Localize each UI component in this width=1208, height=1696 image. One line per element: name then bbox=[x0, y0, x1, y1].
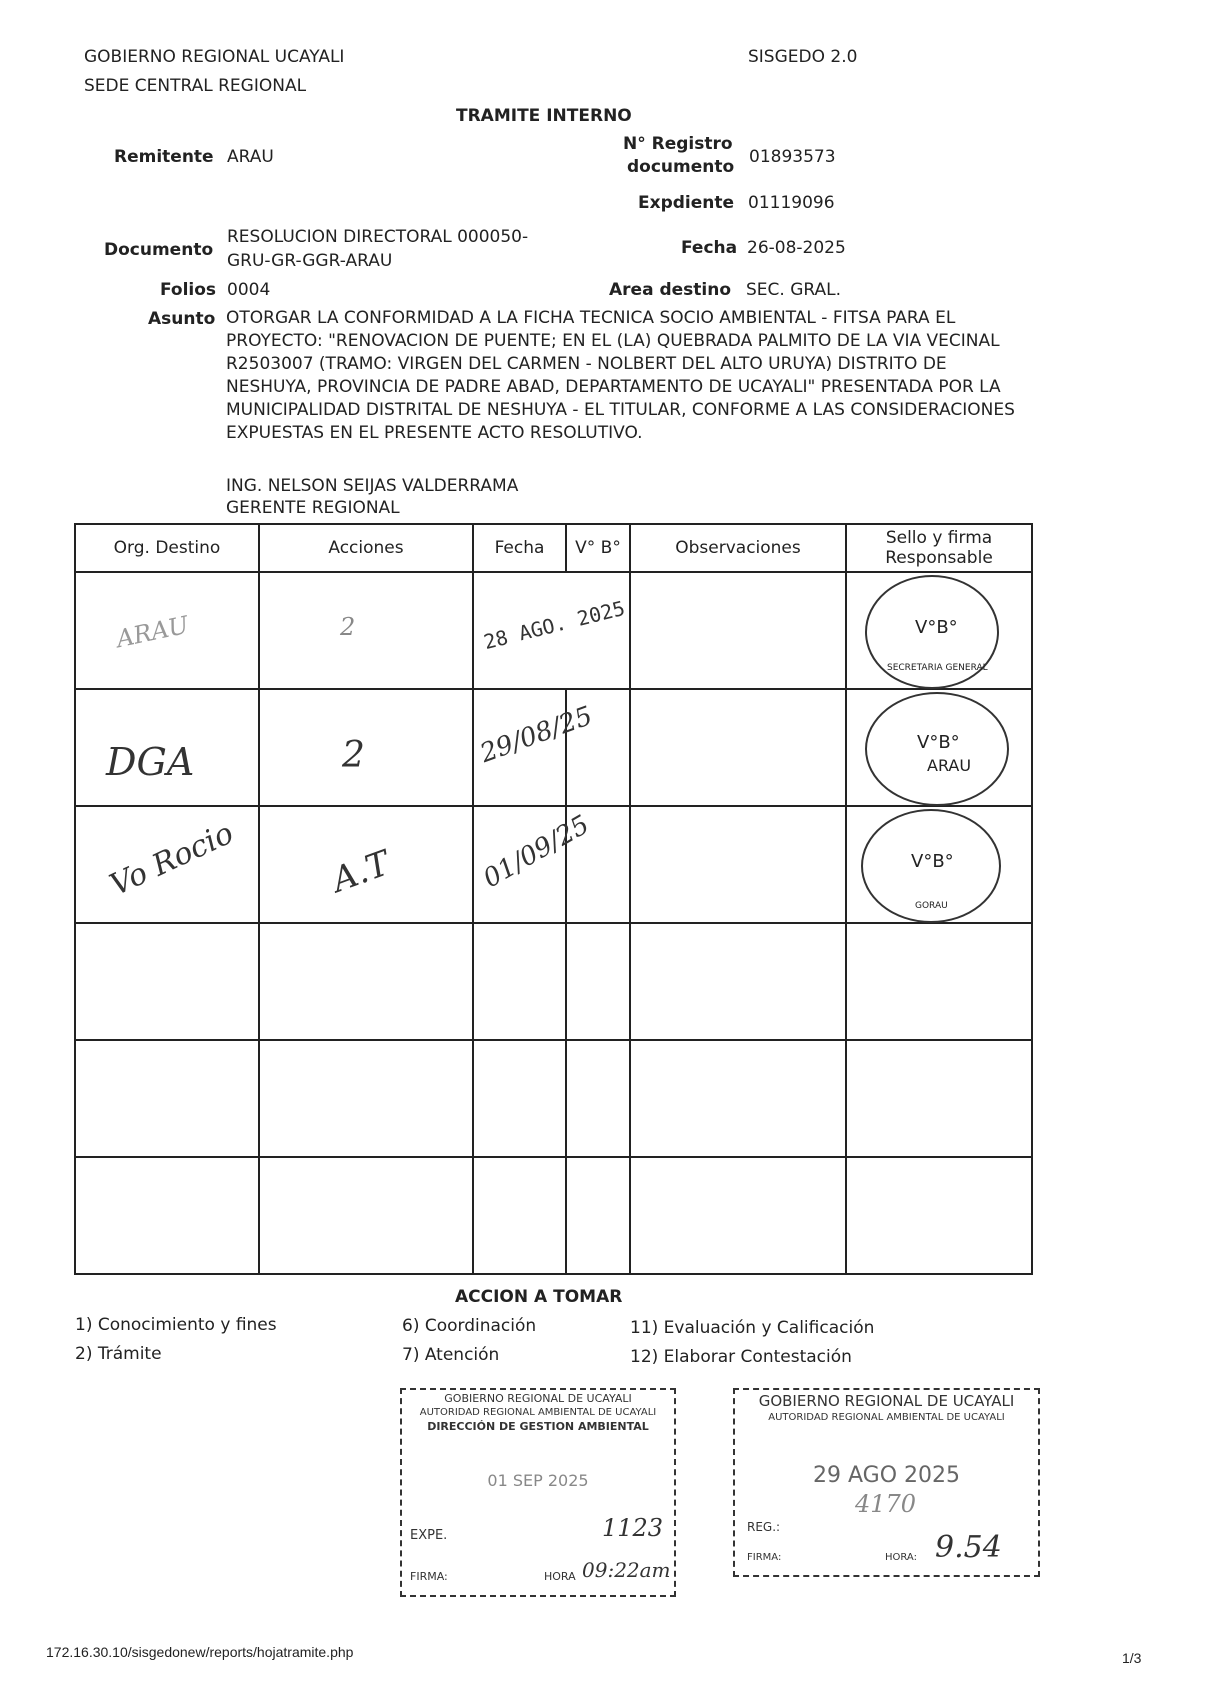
date-stamp: 28 AGO. 2025 bbox=[481, 595, 628, 655]
fecha-value: 26-08-2025 bbox=[747, 238, 846, 258]
remitente-value: ARAU bbox=[227, 147, 274, 167]
cargo: GERENTE REGIONAL bbox=[226, 498, 400, 518]
accion-item: 2) Trámite bbox=[75, 1344, 162, 1364]
registro-value: 01893573 bbox=[749, 147, 836, 167]
seal-dga-icon: V°B° GORAU bbox=[861, 809, 1001, 923]
handwritten-org: ARAU bbox=[113, 610, 192, 654]
documento-value-2: GRU-GR-GGR-ARAU bbox=[227, 251, 393, 271]
col-acciones: Acciones bbox=[259, 524, 473, 572]
handwritten-fecha: 01/09/25 bbox=[478, 809, 595, 895]
routing-table bbox=[74, 523, 1033, 1275]
registro-label-2: documento bbox=[627, 157, 735, 177]
registro-label: N° Registro bbox=[623, 134, 733, 154]
system-name: SISGEDO 2.0 bbox=[748, 47, 858, 67]
accion-item: 7) Atención bbox=[402, 1345, 500, 1365]
handwritten-accion: A.T bbox=[326, 843, 396, 901]
handwritten-fecha: 29/08/25 bbox=[476, 700, 597, 770]
footer-url: 172.16.30.10/sisgedonew/reports/hojatramite.php bbox=[46, 1644, 354, 1660]
accion-item: 12) Elaborar Contestación bbox=[630, 1347, 852, 1367]
reception-stamp-arau: GOBIERNO REGIONAL DE UCAYALI AUTORIDAD REGIONAL AMBIENTAL DE UCAYALI 29 AGO 2025 4170 REG.: FIRMA: HORA: 9.54 bbox=[733, 1388, 1040, 1577]
table-row bbox=[75, 689, 1032, 806]
sede-name: SEDE CENTRAL REGIONAL bbox=[84, 76, 307, 96]
acciones-title: ACCION A TOMAR bbox=[455, 1287, 623, 1307]
asunto-text: OTORGAR LA CONFORMIDAD A LA FICHA TECNICA SOCIO AMBIENTAL - FITSA PARA EL PROYECTO: "RENOVACION DE PUENTE; EN EL (LA) QUEBRADA PALMITO DE LA VIA VECINAL R2503007 (TRAMO: VIRGEN DEL CARMEN - NOLBERT DEL ALTO URUYA) DISTRITO DE NESHUYA, PROVINCIA DE PADRE ABAD, DEPARTAMENTO DE UCAYALI" PRESENTADA POR LA MUNICIPALIDAD DISTRITAL DE NESHUYA - EL TITULAR, CONFORME A LAS CONSIDERACIONES EXPUESTAS EN EL PRESENTE ACTO RESOLUTIVO. bbox=[226, 308, 1015, 443]
table-row bbox=[75, 572, 1032, 689]
accion-item: 11) Evaluación y Calificación bbox=[630, 1318, 875, 1338]
col-fecha: Fecha bbox=[473, 524, 566, 572]
col-observaciones: Observaciones bbox=[630, 524, 846, 572]
col-vb: V° B° bbox=[566, 524, 630, 572]
page-number: 1/3 bbox=[1122, 1650, 1142, 1666]
handwritten-accion: 2 bbox=[342, 735, 365, 776]
area-value: SEC. GRAL. bbox=[746, 280, 842, 300]
seal-arau-icon: V°B° ARAU bbox=[865, 692, 1009, 806]
handwritten-accion: 2 bbox=[340, 613, 356, 641]
reception-stamp-dga: GOBIERNO REGIONAL DE UCAYALI AUTORIDAD REGIONAL AMBIENTAL DE UCAYALI DIRECCIÓN DE GESTION AMBIENTAL 01 SEP 2025 EXPE. 1123 FIRMA: HORA 09:22am bbox=[400, 1388, 676, 1597]
documento-value-1: RESOLUCION DIRECTORAL 000050- bbox=[227, 227, 529, 247]
asunto-label: Asunto bbox=[148, 309, 216, 329]
documento-label: Documento bbox=[104, 240, 214, 260]
area-label: Area destino bbox=[609, 280, 732, 300]
expediente-value: 01119096 bbox=[748, 193, 835, 213]
folios-label: Folios bbox=[160, 280, 217, 300]
accion-item: 6) Coordinación bbox=[402, 1316, 537, 1336]
folios-value: 0004 bbox=[227, 280, 271, 300]
handwritten-org: DGA bbox=[106, 740, 195, 784]
doc-title: TRAMITE INTERNO bbox=[456, 106, 632, 126]
org-name: GOBIERNO REGIONAL UCAYALI bbox=[84, 47, 345, 67]
col-sello: Sello y firma Responsable bbox=[846, 524, 1032, 572]
handwritten-org: Vo Rocio bbox=[104, 815, 239, 904]
expediente-label: Expdiente bbox=[638, 193, 735, 213]
remitente-label: Remitente bbox=[114, 147, 214, 167]
fecha-label: Fecha bbox=[681, 238, 738, 258]
table-row bbox=[75, 806, 1032, 923]
col-org: Org. Destino bbox=[75, 524, 259, 572]
accion-item: 1) Conocimiento y fines bbox=[75, 1315, 277, 1335]
firmante: ING. NELSON SEIJAS VALDERRAMA bbox=[226, 476, 519, 496]
seal-secretaria-icon: V°B° SECRETARIA GENERAL bbox=[865, 575, 999, 689]
